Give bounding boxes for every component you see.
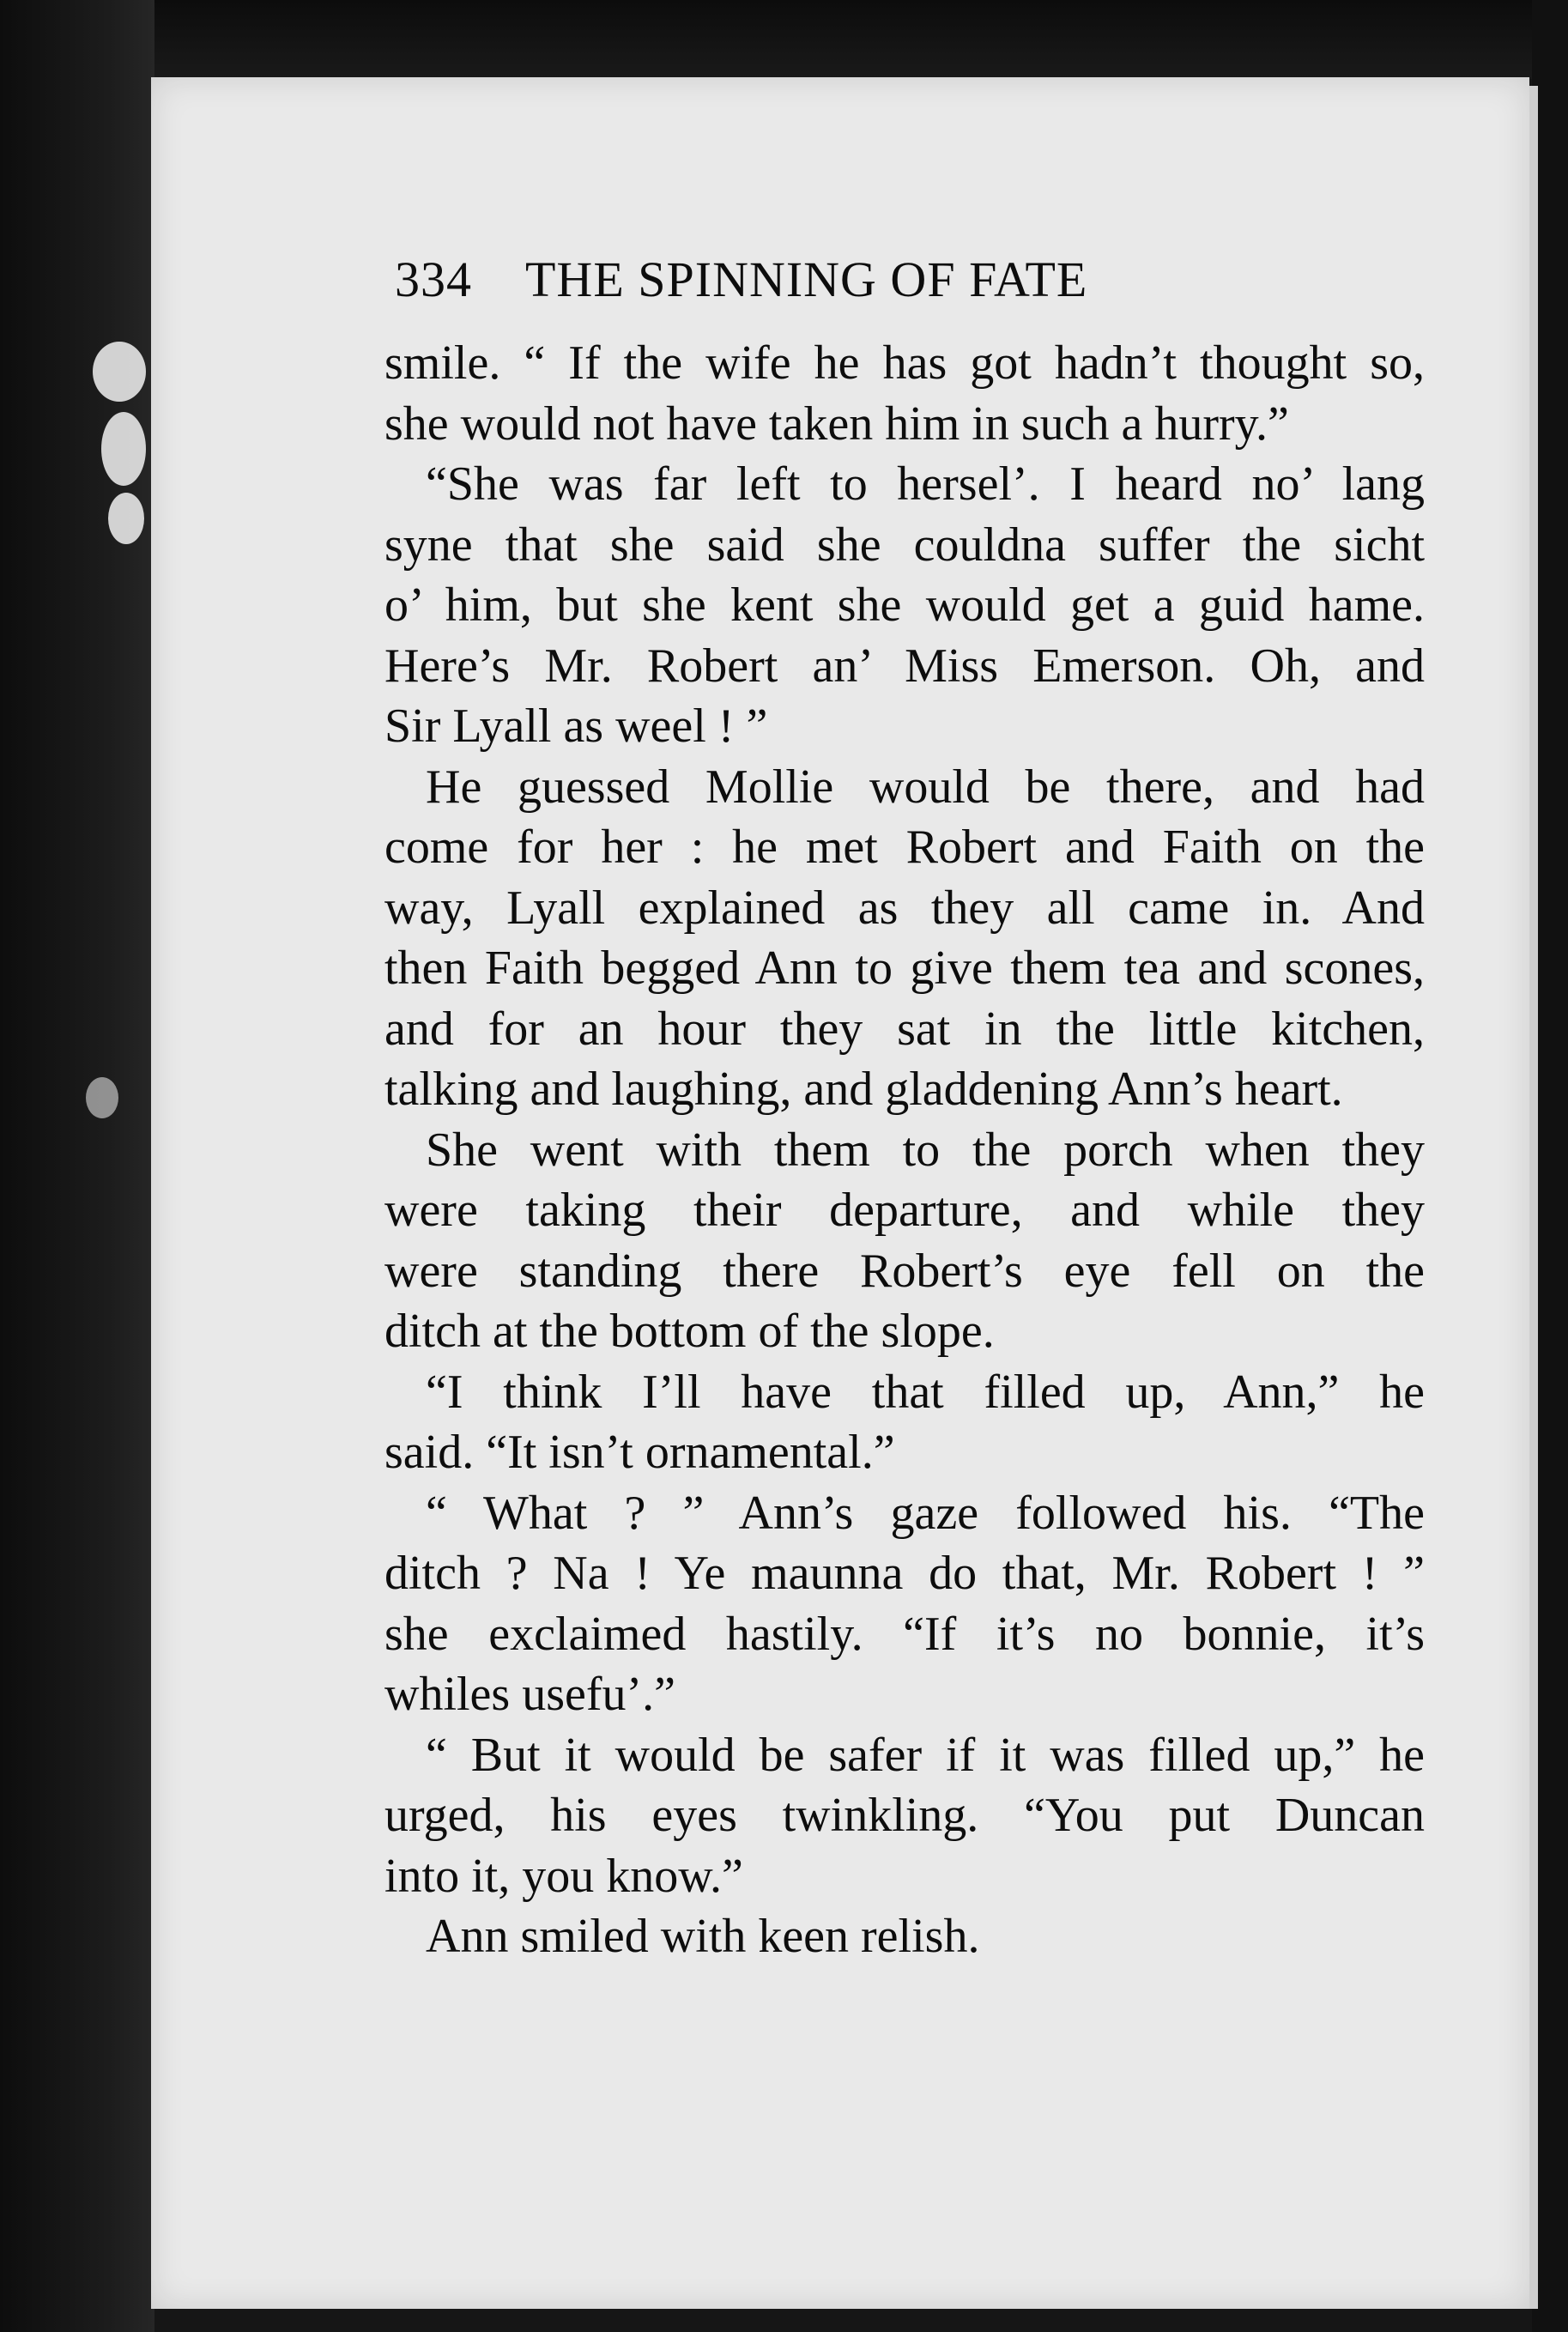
text-line: and for an hour they sat in the little kitchen, <box>384 1002 1425 1056</box>
paper-fleck <box>108 493 144 544</box>
text-line: Sir Lyall as weel ! ” <box>384 700 768 753</box>
text-line: “I think I’ll have that filled up, Ann,” he <box>426 1365 1425 1419</box>
text-line: into it, you know.” <box>384 1849 743 1903</box>
text-line: were taking their departure, and while they <box>384 1184 1425 1237</box>
body-text <box>384 333 1425 1967</box>
text-line: Here’s Mr. Robert an’ Miss Emerson. Oh, and <box>384 639 1425 693</box>
text-line: come for her : he met Robert and Faith on the <box>384 821 1425 874</box>
paper-fleck <box>93 342 146 402</box>
paper-fleck <box>101 412 146 486</box>
text-line: talking and laughing, and gladdening Ann’s heart. <box>384 1063 1343 1116</box>
text-line: ditch at the bottom of the slope. <box>384 1305 995 1358</box>
text-line: “ What ? ” Ann’s gaze followed his. “The <box>426 1486 1425 1540</box>
running-title: THE SPINNING OF FATE <box>525 251 1088 307</box>
text-line: said. “It isn’t ornamental.” <box>384 1426 895 1479</box>
paper-fleck <box>86 1077 118 1118</box>
text-line: “She was far left to hersel’. I heard no’ lang <box>426 457 1425 511</box>
text-line: she exclaimed hastily. “If it’s no bonnie, it’s <box>384 1607 1425 1661</box>
text-line: she would not have taken him in such a hurry.” <box>384 397 1289 451</box>
text-line: urged, his eyes twinkling. “You put Duncan <box>384 1789 1425 1842</box>
text-line: “ But it would be safer if it was filled up,” he <box>426 1728 1425 1782</box>
text-line: smile. “ If the wife he has got hadn’t thought so, <box>384 336 1425 390</box>
text-line: whiles usefu’.” <box>384 1668 676 1721</box>
running-header <box>395 251 1262 308</box>
text-line: then Faith begged Ann to give them tea and scones, <box>384 942 1425 995</box>
text-line: o’ him, but she kent she would get a guid hame. <box>384 578 1425 632</box>
text-line: syne that she said she couldna suffer the sicht <box>384 518 1425 572</box>
text-line: He guessed Mollie would be there, and had <box>426 760 1425 814</box>
text-line: Ann smiled with keen relish. <box>426 1910 980 1963</box>
text-line: were standing there Robert’s eye fell on the <box>384 1244 1425 1298</box>
text-line: She went with them to the porch when they <box>426 1123 1425 1177</box>
page-edge <box>1529 86 1538 2309</box>
page-number: 334 <box>395 251 472 307</box>
scan-top-border <box>0 0 1568 79</box>
text-line: ditch ? Na ! Ye maunna do that, Mr. Robert ! ” <box>384 1547 1425 1600</box>
text-line: way, Lyall explained as they all came in. And <box>384 881 1425 935</box>
